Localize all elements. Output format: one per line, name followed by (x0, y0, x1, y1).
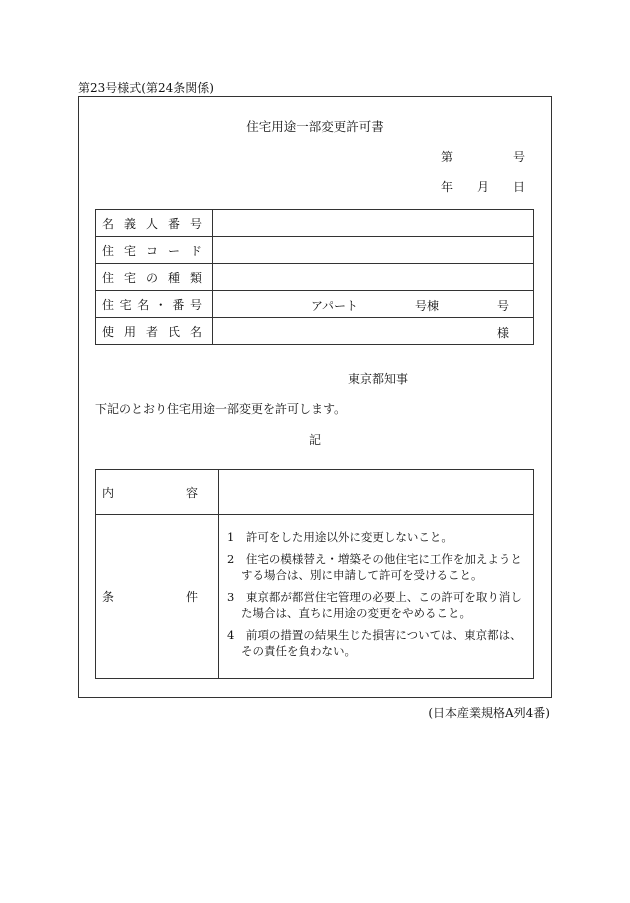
date-day: 日 (513, 180, 526, 194)
table-row (96, 264, 534, 291)
honorific-sama: 様 (497, 326, 510, 340)
apartment-label: アパート (311, 299, 359, 313)
room-number-label: 号 (497, 299, 510, 313)
content-field[interactable] (219, 470, 534, 515)
table-row (96, 470, 534, 515)
ki-heading: 記 (308, 433, 321, 447)
content-label: 内 容 (96, 470, 219, 515)
user-name-field[interactable] (213, 318, 534, 345)
table-row (96, 210, 534, 237)
row-label-housing-type: 住 宅 の 種 類 (96, 264, 213, 291)
housing-name-field[interactable] (213, 291, 534, 318)
table-row (96, 291, 534, 318)
condition-item: 2 住宅の模様替え・増築その他住宅に工作を加えようとする場合は、別に申請して許可を受けること。 (227, 551, 522, 582)
permission-statement: 下記のとおり住宅用途一部変更を許可します。 (95, 402, 347, 416)
table-row (96, 237, 534, 264)
document-title: 住宅用途一部変更許可書 (246, 119, 384, 134)
issuer: 東京都知事 (348, 372, 409, 386)
condition-item: 4 前項の措置の結果生じた損害については、東京都は、その責任を負わない。 (227, 627, 522, 658)
info-table (95, 209, 534, 345)
conditions-label: 条 件 (96, 515, 219, 679)
table-row (96, 318, 534, 345)
number-suffix: 号 (513, 150, 526, 164)
detail-table (95, 469, 534, 679)
date-month: 月 (477, 180, 490, 194)
row-label-holder-number: 名 義 人 番 号 (96, 210, 213, 237)
holder-number-field[interactable] (213, 210, 534, 237)
housing-type-field[interactable] (213, 264, 534, 291)
number-prefix: 第 (441, 150, 454, 164)
condition-item: 3 東京都が都営住宅管理の必要上、この許可を取り消した場合は、直ちに用途の変更をやめること。 (227, 589, 522, 620)
conditions-list (219, 515, 534, 679)
housing-code-field[interactable] (213, 237, 534, 264)
building-label: 号棟 (415, 299, 440, 313)
row-label-housing-name: 住 宅 名 ・ 番 号 (96, 291, 213, 318)
row-label-user-name: 使 用 者 氏 名 (96, 318, 213, 345)
form-number: 第23号様式(第24条関係) (78, 81, 214, 95)
footer-standard: (日本産業規格A列4番) (428, 706, 550, 720)
condition-item: 1 許可をした用途以外に変更しないこと。 (227, 529, 453, 544)
row-label-housing-code: 住 宅 コ ー ド (96, 237, 213, 264)
table-row (96, 515, 534, 679)
date-year: 年 (441, 180, 454, 194)
